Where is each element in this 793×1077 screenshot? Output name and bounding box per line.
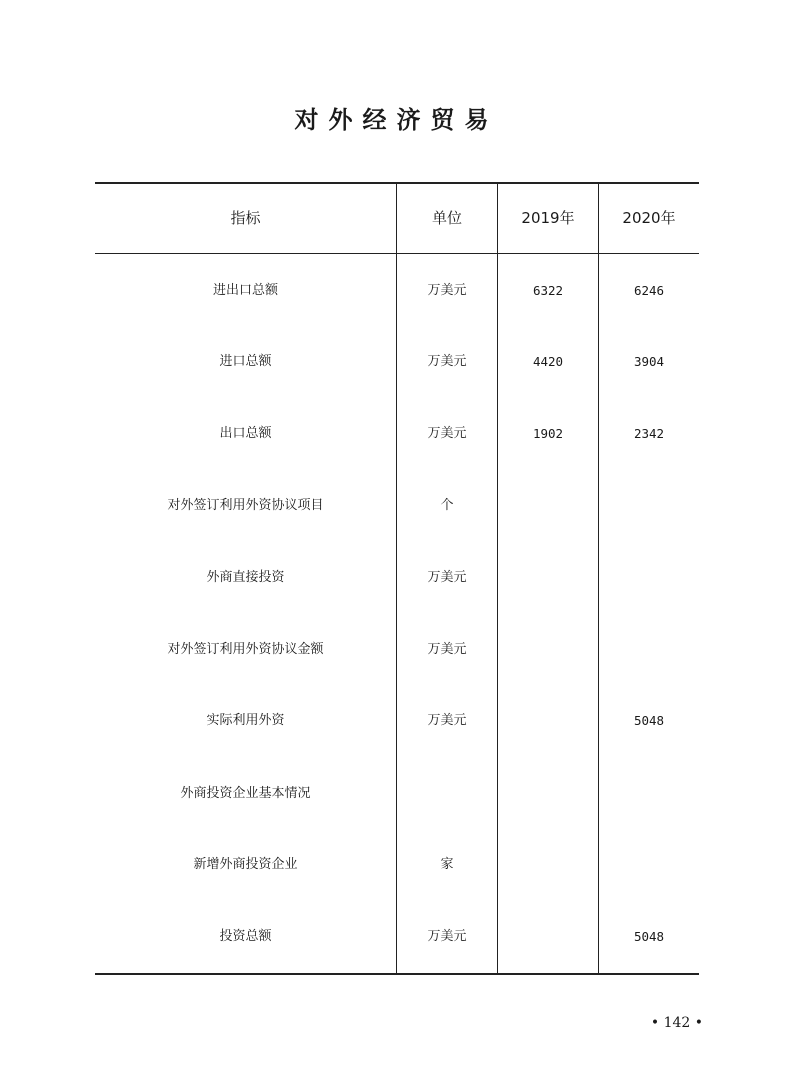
indicator-cell: 对外签订利用外资协议项目	[167, 498, 324, 513]
value-2020-cell: 6246	[633, 283, 665, 298]
indicator-cell: 进出口总额	[212, 283, 278, 298]
unit-cell: 万美元	[427, 929, 467, 944]
page-number: • 142 •	[650, 1015, 703, 1031]
indicator-cell: 对外签订利用外资协议金额	[167, 642, 324, 657]
value-2019-cell: 6322	[532, 283, 564, 298]
header-2020: 2020年	[622, 209, 676, 227]
indicator-cell: 投资总额	[219, 929, 272, 944]
value-2019-cell: 1902	[532, 426, 564, 441]
page-title: 对外经济贸易	[294, 105, 499, 134]
column-divider	[497, 184, 498, 973]
table-top-rule	[95, 182, 699, 184]
column-divider	[598, 184, 599, 973]
unit-cell: 万美元	[427, 283, 467, 298]
indicator-cell: 新增外商投资企业	[193, 857, 298, 872]
indicator-cell: 进口总额	[219, 354, 272, 369]
indicator-cell: 外商直接投资	[206, 570, 285, 585]
indicator-cell: 外商投资企业基本情况	[180, 786, 311, 801]
unit-cell: 万美元	[427, 354, 467, 369]
value-2019-cell: 4420	[532, 354, 564, 369]
header-indicator: 指标	[230, 209, 261, 227]
indicator-cell: 实际利用外资	[206, 713, 285, 728]
header-unit: 单位	[431, 209, 462, 227]
unit-cell: 万美元	[427, 570, 467, 585]
unit-cell: 家	[440, 857, 454, 872]
value-2020-cell: 5048	[633, 929, 665, 944]
value-2020-cell: 2342	[633, 426, 665, 441]
unit-cell: 万美元	[427, 713, 467, 728]
unit-cell: 万美元	[427, 426, 467, 441]
table-bottom-rule	[95, 973, 699, 975]
unit-cell: 个	[440, 498, 454, 513]
header-2019: 2019年	[521, 209, 575, 227]
table-header-rule	[95, 253, 699, 254]
indicator-cell: 出口总额	[219, 426, 272, 441]
unit-cell: 万美元	[427, 642, 467, 657]
value-2020-cell: 3904	[633, 354, 665, 369]
value-2020-cell: 5048	[633, 713, 665, 728]
